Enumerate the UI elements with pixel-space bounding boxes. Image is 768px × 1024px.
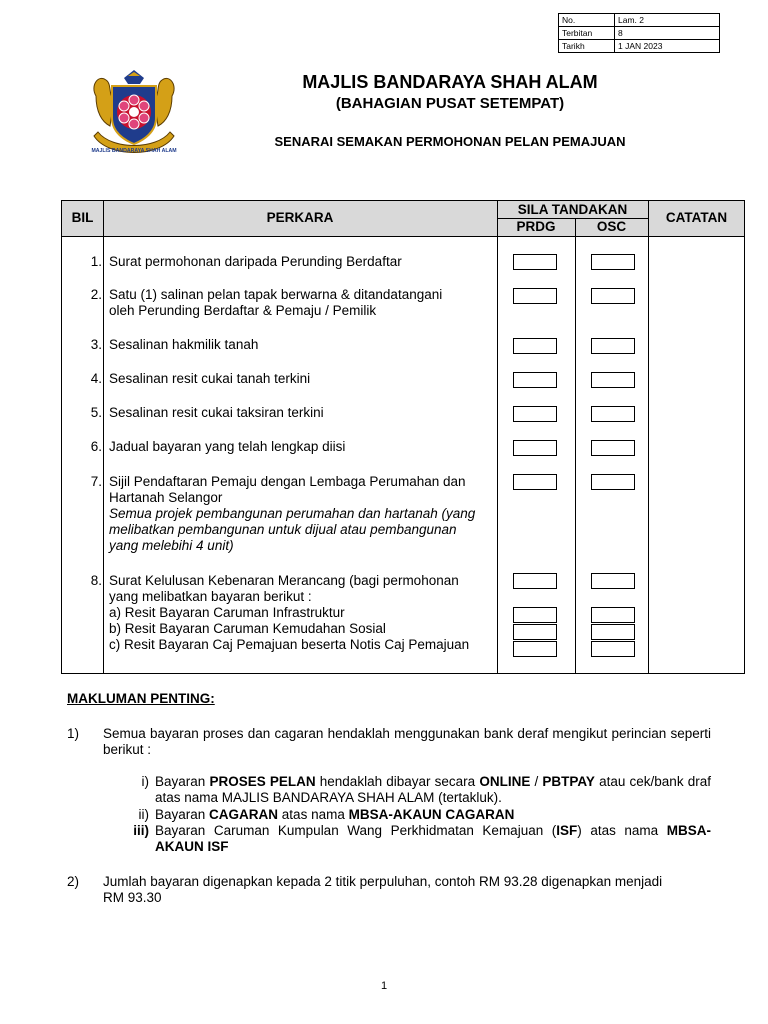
ref-row <box>559 27 720 40</box>
checkbox-prdg[interactable] <box>513 288 557 304</box>
checkbox-prdg[interactable] <box>513 254 557 270</box>
row-number: 8. <box>90 573 102 588</box>
row-text: Sesalinan hakmilik tanah <box>109 337 259 352</box>
row-text: Surat permohonan daripada Perunding Berdaftar <box>109 254 402 269</box>
row-number: 5. <box>90 405 102 420</box>
checkbox-prdg[interactable] <box>513 607 557 623</box>
ref-key: No. <box>559 14 615 27</box>
row-text: Sijil Pendaftaran Pemaju dengan Lembaga Perumahan dan <box>109 474 466 489</box>
header-osc: OSC <box>596 219 627 234</box>
header-perkara: PERKARA <box>266 210 334 225</box>
row-number: 3. <box>90 337 102 352</box>
note-text: Jumlah bayaran digenapkan kepada 2 titik perpuluhan, contoh RM 93.28 digenapkan menjadi RM 93.30 <box>103 874 663 905</box>
checkbox-osc[interactable] <box>591 338 635 354</box>
checkbox-osc[interactable] <box>591 288 635 304</box>
checkbox-prdg[interactable] <box>513 573 557 589</box>
row-number: 1. <box>90 254 102 269</box>
checkbox-prdg[interactable] <box>513 474 557 490</box>
checkbox-osc[interactable] <box>591 624 635 640</box>
row-text: oleh Perunding Berdaftar & Pemaju / Pemilik <box>109 303 377 318</box>
document-title: SENARAI SEMAKAN PERMOHONAN PELAN PEMAJUAN <box>274 134 626 149</box>
row-text: Hartanah Selangor <box>109 490 223 505</box>
ref-value: 8 <box>615 27 720 40</box>
subnote-number: i) <box>141 774 149 789</box>
checkbox-prdg[interactable] <box>513 641 557 657</box>
checkbox-prdg[interactable] <box>513 372 557 388</box>
row-text: Surat Kelulusan Kebenaran Merancang (bagi permohonan <box>109 573 459 588</box>
ref-row <box>559 40 720 53</box>
checkbox-osc[interactable] <box>591 406 635 422</box>
subnote-number: ii) <box>138 807 149 822</box>
checkbox-osc[interactable] <box>591 474 635 490</box>
row-number: 4. <box>90 371 102 386</box>
row-text: a) Resit Bayaran Caruman Infrastruktur <box>109 605 345 620</box>
subnote-number: iii) <box>133 823 149 838</box>
checkbox-prdg[interactable] <box>513 406 557 422</box>
header-catatan: CATATAN <box>665 210 728 225</box>
header-sila-tandakan: SILA TANDAKAN <box>517 202 628 217</box>
row-text: Jadual bayaran yang telah lengkap diisi <box>109 439 346 454</box>
page-subtitle: (BAHAGIAN PUSAT SETEMPAT) <box>335 95 565 112</box>
row-text: Satu (1) salinan pelan tapak berwarna & ditandatangani <box>109 287 443 302</box>
row-number: 2. <box>90 287 102 302</box>
row-note: Semua projek pembangunan perumahan dan hartanah (yang <box>109 506 476 521</box>
page-number: 1 <box>380 980 388 992</box>
page-title: MAJLIS BANDARAYA SHAH ALAM <box>302 72 598 92</box>
checkbox-osc[interactable] <box>591 372 635 388</box>
row-note: melibatkan pembangunan untuk dijual atau pembangunan <box>109 522 457 537</box>
subnote-text: Bayaran CAGARAN atas nama MBSA-AKAUN CAGARAN <box>155 807 515 822</box>
checkbox-osc[interactable] <box>591 440 635 456</box>
row-number: 7. <box>90 474 102 489</box>
checkbox-osc[interactable] <box>591 573 635 589</box>
note-text: Semua bayaran proses dan cagaran hendaklah menggunakan bank deraf mengikut perincian seperti berikut : <box>103 726 711 757</box>
header-bil: BIL <box>71 210 94 225</box>
checkbox-osc[interactable] <box>591 641 635 657</box>
checklist-table <box>61 200 745 674</box>
logo-motto: MAJLIS BANDARAYA SHAH ALAM <box>91 148 177 154</box>
checkbox-prdg[interactable] <box>513 440 557 456</box>
header-prdg: PRDG <box>516 219 556 234</box>
notes-heading: MAKLUMAN PENTING: <box>67 691 215 706</box>
row-text: yang melibatkan bayaran berikut : <box>109 589 312 604</box>
mbsa-crest-logo <box>88 66 180 162</box>
note-number: 2) <box>67 874 80 889</box>
row-number: 6. <box>90 439 102 454</box>
subnote-text: Bayaran PROSES PELAN hendaklah dibayar secara ONLINE / PBTPAY atau cek/bank draf atas nama MAJLIS BANDARAYA SHAH ALAM (tertakluk). <box>155 774 711 805</box>
row-text: b) Resit Bayaran Caruman Kemudahan Sosial <box>109 621 386 636</box>
subnote-text: Bayaran Caruman Kumpulan Wang Perkhidmatan Kemajuan (ISF) atas nama MBSA-AKAUN ISF <box>155 823 711 854</box>
checkbox-prdg[interactable] <box>513 624 557 640</box>
note-number: 1) <box>67 726 80 741</box>
reference-box <box>558 13 720 53</box>
ref-value: Lam. 2 <box>615 14 720 27</box>
row-note: yang melebihi 4 unit) <box>109 538 234 553</box>
ref-key: Terbitan <box>559 27 615 40</box>
ref-key: Tarikh <box>559 40 615 53</box>
row-text: Sesalinan resit cukai taksiran terkini <box>109 405 324 420</box>
checkbox-osc[interactable] <box>591 607 635 623</box>
checkbox-osc[interactable] <box>591 254 635 270</box>
row-text: Sesalinan resit cukai tanah terkini <box>109 371 311 386</box>
ref-value: 1 JAN 2023 <box>615 40 720 53</box>
checkbox-prdg[interactable] <box>513 338 557 354</box>
ref-row <box>559 14 720 27</box>
row-text: c) Resit Bayaran Caj Pemajuan beserta Notis Caj Pemajuan <box>109 637 470 652</box>
